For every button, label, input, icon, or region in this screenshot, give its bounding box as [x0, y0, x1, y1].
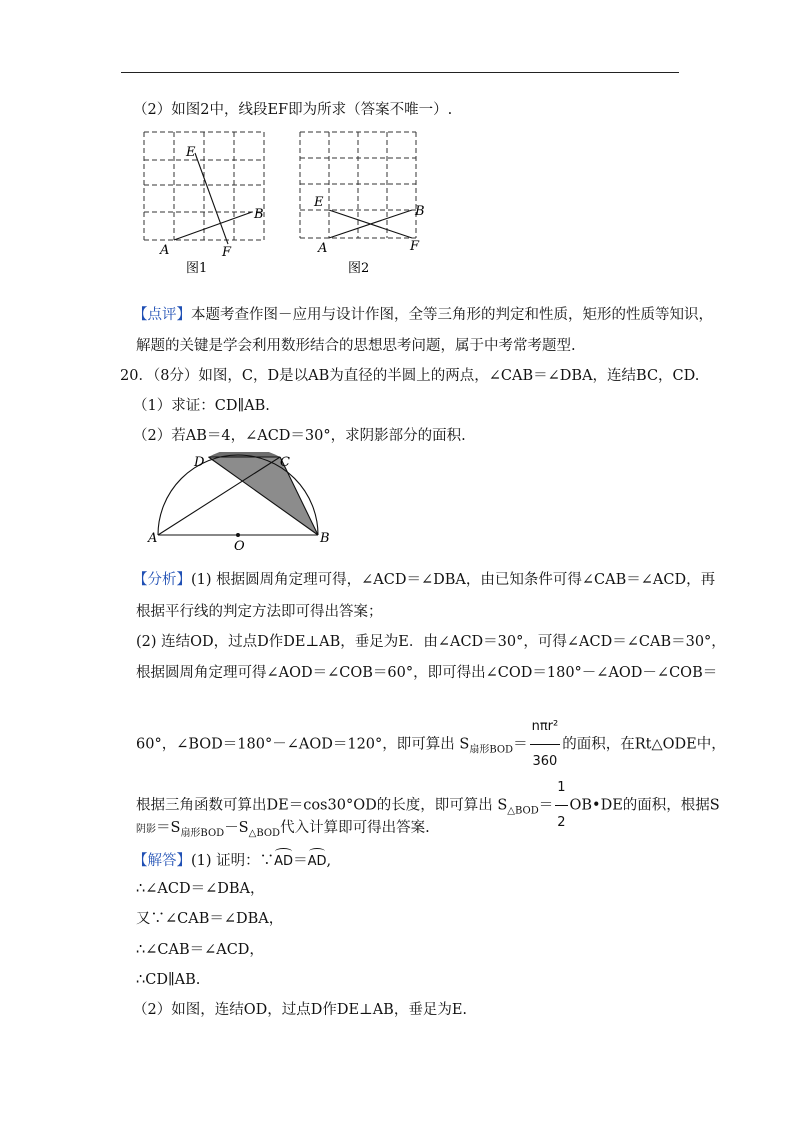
answer-line-3: 又∵∠CAB＝∠DBA，	[136, 911, 284, 927]
arc-ad-2: AD	[308, 848, 327, 872]
triangle-area-fraction: $\frac{1}{2}$	[555, 771, 567, 840]
semicircle-figure	[146, 452, 336, 552]
label-b: B	[415, 204, 425, 219]
header-rule	[121, 72, 679, 73]
analysis-line-5: 60°，∠BOD＝180°－∠AOD＝120°，即可算出 $S_{扇形BOD}=$ $\frac{\text{nπr²}}{360}$ 的面积，在Rt△ODE中，	[136, 710, 726, 779]
shaded-segment	[209, 452, 281, 457]
analysis-line-7: 阴影$=S_{扇形BOD}-S_{\triangle BOD}$代入计算即可得出答案.	[136, 820, 430, 839]
answer-line-6: （2）如图，连结OD，过点D作DE⊥AB，垂足为E.	[133, 1002, 468, 1018]
label-e: E	[314, 195, 324, 210]
label-a: A	[160, 243, 170, 258]
label-o: O	[234, 539, 245, 552]
arc-ad-1: AD	[274, 848, 293, 872]
sector-area-formula: $\frac{\text{nπr²}}{360}$	[530, 710, 561, 779]
label-f: F	[410, 239, 420, 254]
question-20: 20．（8分）如图，C，D是以AB为直径的半圆上的两点，∠CAB＝∠DBA，连结BC，CD.	[120, 368, 700, 384]
label-b: B	[254, 207, 264, 222]
label-c: C	[280, 455, 290, 470]
figure-2-caption: 图2	[348, 261, 370, 276]
segment-ab	[174, 212, 252, 240]
label-f: F	[222, 245, 232, 260]
analysis-line-4: 根据圆周角定理可得∠AOD＝∠COB＝60°，即可得出∠COD＝180°－∠AOD－∠COB＝	[136, 665, 718, 681]
question-20-part2: （2）若AB＝4，∠ACD＝30°，求阴影部分的面积.	[133, 428, 466, 444]
label-b: B	[320, 531, 330, 546]
label-a: A	[318, 241, 328, 256]
figure-1-caption: 图1	[186, 261, 208, 276]
label-a: A	[148, 531, 158, 546]
analysis-line-2: 根据平行线的判定方法即可得出答案；	[136, 604, 383, 620]
comment-tag: 【点评】	[133, 307, 191, 323]
label-d: D	[194, 455, 205, 470]
part2-intro: （2）如图2中，线段EF即为所求（答案不唯一）.	[133, 102, 453, 118]
analysis-tag: 【分析】	[133, 572, 191, 588]
grid-figure-1	[140, 128, 280, 278]
answer-tag: 【解答】	[133, 853, 191, 869]
analysis-line-1: 【分析】(1) 根据圆周角定理可得，∠ACD＝∠DBA，由已知条件可得∠CAB＝∠ACD，再	[133, 572, 716, 588]
comment-line-2: 解题的关键是学会利用数形结合的思想思考问题，属于中考常考题型.	[136, 338, 576, 354]
analysis-line-6: 根据三角函数可算出DE＝cos30°OD的长度，即可算出 $S_{\triangle BOD}=$ $\frac{1}{2}$ OB•DE的面积，根据S	[136, 771, 720, 840]
center-point-o	[236, 533, 240, 537]
label-e: E	[186, 145, 196, 160]
comment-line-1: 【点评】本题考查作图－应用与设计作图，全等三角形的判定和性质，矩形的性质等知识，	[133, 307, 713, 323]
analysis-line-3: (2) 连结OD，过点D作DE⊥AB，垂足为E．由∠ACD＝30°，可得∠ACD＝∠CAB＝30°，	[136, 634, 726, 650]
answer-line-2: ∴∠ACD＝∠DBA，	[136, 881, 265, 897]
answer-line-5: ∴CD∥AB.	[136, 972, 201, 988]
grid-figure-2	[296, 128, 436, 278]
question-20-part1: （1）求证：CD∥AB.	[133, 398, 270, 414]
answer-line-1: 【解答】(1) 证明：∵AD＝AD,	[133, 848, 331, 872]
answer-line-4: ∴∠CAB＝∠ACD，	[136, 942, 264, 958]
